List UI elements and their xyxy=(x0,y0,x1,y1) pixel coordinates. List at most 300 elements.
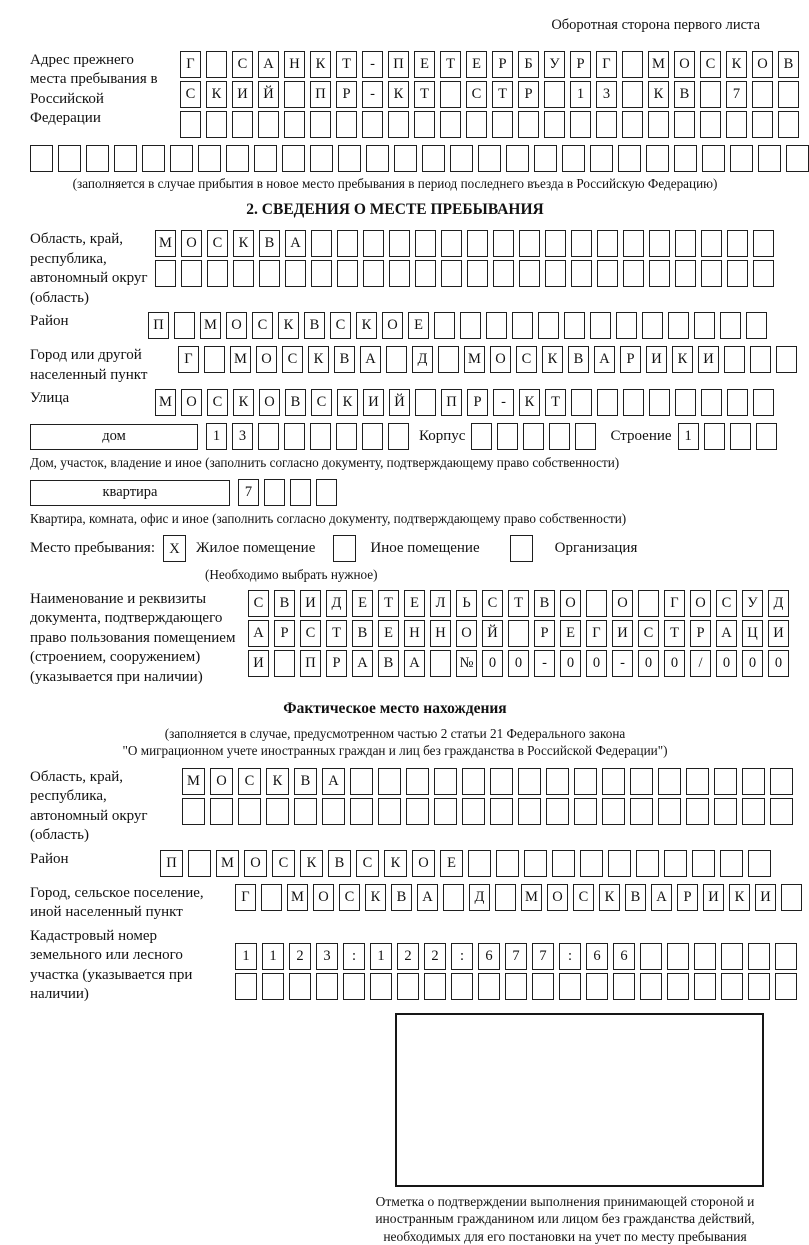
char-cell: А xyxy=(716,620,737,647)
char-cell xyxy=(259,260,280,287)
char-cell: : xyxy=(451,943,473,970)
char-cell: С xyxy=(207,230,228,257)
char-cell: Е xyxy=(352,590,373,617)
char-cell xyxy=(564,312,585,339)
char-cell: Д xyxy=(412,346,433,373)
char-cell: Т xyxy=(326,620,347,647)
char-cell xyxy=(742,798,765,825)
char-cell xyxy=(559,973,581,1000)
char-cell: 1 xyxy=(570,81,591,108)
char-cell xyxy=(508,620,529,647)
char-cell: В xyxy=(304,312,325,339)
char-cell xyxy=(546,768,569,795)
char-cell xyxy=(658,768,681,795)
char-cell xyxy=(694,943,716,970)
char-cell xyxy=(586,590,607,617)
char-cell: К xyxy=(308,346,329,373)
char-cell: О xyxy=(244,850,267,877)
district-label: Район xyxy=(30,313,69,330)
char-cell xyxy=(350,798,373,825)
char-cell: 1 xyxy=(678,423,699,450)
char-cell xyxy=(210,798,233,825)
city-block xyxy=(30,346,760,385)
char-cell xyxy=(261,884,282,911)
char-cell xyxy=(534,145,557,172)
char-cell: О xyxy=(547,884,568,911)
char-cell xyxy=(337,260,358,287)
char-cell xyxy=(546,798,569,825)
char-cell: Е xyxy=(560,620,581,647)
char-cell: С xyxy=(311,389,332,416)
char-cell xyxy=(466,111,487,138)
apartment-box: квартира xyxy=(30,480,230,506)
char-cell xyxy=(284,111,305,138)
char-cell: А xyxy=(651,884,672,911)
char-cell: М xyxy=(230,346,251,373)
char-cell xyxy=(155,260,176,287)
char-cell xyxy=(378,798,401,825)
char-cell: Н xyxy=(430,620,451,647)
char-cell xyxy=(440,81,461,108)
char-cell: В xyxy=(328,850,351,877)
document-label: Наименование и реквизиты документа, подтверждающего право пользования помещением (строением, сооружением) (указывается при наличии) xyxy=(30,590,236,685)
char-cell xyxy=(538,312,559,339)
char-cell xyxy=(770,768,793,795)
char-cell: В xyxy=(674,81,695,108)
char-cell: Ь xyxy=(456,590,477,617)
char-cell: Д xyxy=(768,590,789,617)
char-cell xyxy=(726,111,747,138)
char-cell: С xyxy=(638,620,659,647)
char-cell xyxy=(174,312,195,339)
char-cell: С xyxy=(207,389,228,416)
char-cell: В xyxy=(568,346,589,373)
document-row-1 xyxy=(248,590,789,617)
char-cell: И xyxy=(232,81,253,108)
char-cell: 2 xyxy=(424,943,446,970)
stay-type-note: (Необходимо выбрать нужное) xyxy=(205,567,378,583)
char-cell: - xyxy=(362,51,383,78)
char-cell: О xyxy=(382,312,403,339)
char-cell: В xyxy=(294,768,317,795)
char-cell xyxy=(667,943,689,970)
char-cell xyxy=(386,346,407,373)
char-cell xyxy=(545,230,566,257)
char-cell xyxy=(702,145,725,172)
char-cell: / xyxy=(690,650,711,677)
char-cell: К xyxy=(310,51,331,78)
char-cell: К xyxy=(365,884,386,911)
char-cell xyxy=(496,850,519,877)
char-cell: К xyxy=(648,81,669,108)
char-cell: 0 xyxy=(638,650,659,677)
char-cell: В xyxy=(352,620,373,647)
char-cell xyxy=(545,260,566,287)
char-cell xyxy=(748,943,770,970)
actual-city-block xyxy=(30,884,771,923)
char-cell xyxy=(692,850,715,877)
char-cell: О xyxy=(752,51,773,78)
char-cell: Т xyxy=(545,389,566,416)
char-cell xyxy=(415,389,436,416)
char-cell: С xyxy=(573,884,594,911)
char-cell: 2 xyxy=(289,943,311,970)
char-cell xyxy=(290,479,311,506)
char-cell xyxy=(310,145,333,172)
char-cell xyxy=(623,230,644,257)
char-cell xyxy=(748,850,771,877)
stamp-note: Отметка о подтверждении выполнения принимающей стороной и иностранным гражданином или лицом без гражданства действий, необходимых для его постановки на учет по месту пребывания xyxy=(375,1193,755,1244)
char-cell xyxy=(753,260,774,287)
char-cell xyxy=(574,798,597,825)
char-cell: 7 xyxy=(532,943,554,970)
char-cell: С xyxy=(180,81,201,108)
char-cell: : xyxy=(343,943,365,970)
char-cell xyxy=(264,479,285,506)
char-cell: О xyxy=(313,884,334,911)
char-cell xyxy=(451,973,473,1000)
char-cell xyxy=(414,111,435,138)
house-cells xyxy=(206,423,409,450)
char-cell xyxy=(114,145,137,172)
char-cell xyxy=(86,145,109,172)
house-row xyxy=(30,423,760,450)
char-cell xyxy=(590,145,613,172)
char-cell xyxy=(434,768,457,795)
char-cell: С xyxy=(700,51,721,78)
char-cell: О xyxy=(612,590,633,617)
char-cell xyxy=(636,850,659,877)
char-cell: С xyxy=(238,768,261,795)
char-cell xyxy=(206,51,227,78)
char-cell xyxy=(544,81,565,108)
char-cell xyxy=(586,973,608,1000)
char-cell xyxy=(742,768,765,795)
house-note: Дом, участок, владение и иное (заполнить согласно документу, подтверждающему право собственности) xyxy=(30,455,620,471)
char-cell: 3 xyxy=(316,943,338,970)
char-cell: 0 xyxy=(742,650,763,677)
char-cell xyxy=(389,260,410,287)
actual-region-row-2 xyxy=(182,798,793,825)
char-cell xyxy=(204,346,225,373)
char-cell xyxy=(233,260,254,287)
char-cell: П xyxy=(148,312,169,339)
char-cell xyxy=(646,145,669,172)
char-cell xyxy=(363,230,384,257)
char-cell xyxy=(284,81,305,108)
checkbox-other-premises xyxy=(333,535,356,562)
char-cell xyxy=(350,768,373,795)
char-cell: У xyxy=(742,590,763,617)
char-cell: Й xyxy=(389,389,410,416)
char-cell: В xyxy=(334,346,355,373)
region-row-2 xyxy=(155,260,774,287)
char-cell: Е xyxy=(466,51,487,78)
char-cell xyxy=(597,260,618,287)
char-cell xyxy=(478,145,501,172)
char-cell: Т xyxy=(378,590,399,617)
char-cell xyxy=(753,230,774,257)
char-cell: В xyxy=(285,389,306,416)
char-cell: - xyxy=(534,650,555,677)
char-cell: Г xyxy=(178,346,199,373)
char-cell: Т xyxy=(440,51,461,78)
char-cell xyxy=(775,973,797,1000)
char-cell xyxy=(523,423,544,450)
char-cell xyxy=(616,312,637,339)
char-cell: Г xyxy=(596,51,617,78)
char-cell xyxy=(519,230,540,257)
char-cell xyxy=(310,111,331,138)
char-cell xyxy=(758,145,781,172)
char-cell: О xyxy=(560,590,581,617)
char-cell xyxy=(362,111,383,138)
char-cell xyxy=(490,798,513,825)
checkbox-organization xyxy=(510,535,533,562)
char-cell: Г xyxy=(180,51,201,78)
option-other-premises-label: Иное помещение xyxy=(370,540,480,557)
char-cell xyxy=(441,230,462,257)
char-cell xyxy=(701,260,722,287)
char-cell: И xyxy=(300,590,321,617)
char-cell xyxy=(694,973,716,1000)
char-cell: К xyxy=(356,312,377,339)
char-cell xyxy=(497,423,518,450)
char-cell xyxy=(570,111,591,138)
char-cell: О xyxy=(456,620,477,647)
char-cell xyxy=(142,145,165,172)
char-cell: С xyxy=(330,312,351,339)
char-cell xyxy=(630,798,653,825)
char-cell xyxy=(285,260,306,287)
char-cell: В xyxy=(259,230,280,257)
char-cell xyxy=(675,260,696,287)
char-cell xyxy=(720,850,743,877)
char-cell: И xyxy=(698,346,719,373)
char-cell: - xyxy=(362,81,383,108)
char-cell xyxy=(674,145,697,172)
char-cell xyxy=(322,798,345,825)
char-cell xyxy=(450,145,473,172)
document-row-2 xyxy=(248,620,789,647)
char-cell: Т xyxy=(492,81,513,108)
char-cell xyxy=(460,312,481,339)
char-cell xyxy=(756,423,777,450)
char-cell xyxy=(721,973,743,1000)
char-cell: К xyxy=(388,81,409,108)
char-cell xyxy=(434,798,457,825)
char-cell: В xyxy=(625,884,646,911)
char-cell: С xyxy=(248,590,269,617)
char-cell xyxy=(675,230,696,257)
char-cell: К xyxy=(542,346,563,373)
char-cell: В xyxy=(391,884,412,911)
char-cell xyxy=(552,850,575,877)
char-cell xyxy=(238,798,261,825)
char-cell xyxy=(640,943,662,970)
char-cell: К xyxy=(206,81,227,108)
char-cell: И xyxy=(612,620,633,647)
char-cell xyxy=(430,650,451,677)
char-cell xyxy=(746,312,767,339)
cadastral-row-1 xyxy=(235,943,797,970)
char-cell xyxy=(724,346,745,373)
char-cell: А xyxy=(322,768,345,795)
char-cell xyxy=(597,389,618,416)
char-cell: М xyxy=(216,850,239,877)
char-cell xyxy=(686,768,709,795)
char-cell xyxy=(776,346,797,373)
city-label: Город или другой населенный пункт xyxy=(30,347,148,383)
char-cell: Р xyxy=(467,389,488,416)
actual-region-label: Область, край, республика, автономный округ (область) xyxy=(30,768,148,844)
apartment-row xyxy=(30,479,760,506)
char-cell: 7 xyxy=(505,943,527,970)
char-cell xyxy=(649,389,670,416)
stay-type-row xyxy=(30,535,760,562)
char-cell xyxy=(370,973,392,1000)
prev-address-row-4 xyxy=(30,145,760,172)
actual-city-row xyxy=(235,884,802,911)
option-residential-label: Жилое помещение xyxy=(196,540,316,557)
district-block xyxy=(30,312,760,342)
char-cell: М xyxy=(521,884,542,911)
char-cell: Е xyxy=(408,312,429,339)
char-cell: К xyxy=(672,346,693,373)
char-cell xyxy=(394,145,417,172)
street-label: Улица xyxy=(30,390,70,407)
char-cell: А xyxy=(352,650,373,677)
char-cell: 6 xyxy=(613,943,635,970)
char-cell: В xyxy=(778,51,799,78)
char-cell xyxy=(512,312,533,339)
char-cell: Ц xyxy=(742,620,763,647)
char-cell: Т xyxy=(664,620,685,647)
char-cell xyxy=(415,260,436,287)
char-cell: М xyxy=(464,346,485,373)
char-cell xyxy=(415,230,436,257)
char-cell xyxy=(492,111,513,138)
char-cell: П xyxy=(441,389,462,416)
char-cell: П xyxy=(300,650,321,677)
stroenie-cells xyxy=(678,423,777,450)
char-cell xyxy=(226,145,249,172)
char-cell: 0 xyxy=(508,650,529,677)
char-cell xyxy=(642,312,663,339)
char-cell: Й xyxy=(482,620,503,647)
char-cell: Т xyxy=(414,81,435,108)
char-cell: Т xyxy=(336,51,357,78)
char-cell xyxy=(478,973,500,1000)
char-cell xyxy=(378,768,401,795)
char-cell: С xyxy=(356,850,379,877)
char-cell xyxy=(714,798,737,825)
char-cell xyxy=(462,768,485,795)
char-cell xyxy=(575,423,596,450)
char-cell xyxy=(282,145,305,172)
char-cell: С xyxy=(272,850,295,877)
actual-region-block xyxy=(30,768,760,846)
char-cell xyxy=(622,111,643,138)
char-cell xyxy=(544,111,565,138)
cadastral-block xyxy=(30,927,760,1005)
char-cell: Т xyxy=(508,590,529,617)
char-cell xyxy=(388,111,409,138)
char-cell xyxy=(562,145,585,172)
char-cell: С xyxy=(339,884,360,911)
char-cell: № xyxy=(456,650,477,677)
char-cell: К xyxy=(519,389,540,416)
char-cell: Р xyxy=(570,51,591,78)
char-cell xyxy=(571,230,592,257)
char-cell xyxy=(198,145,221,172)
char-cell: У xyxy=(544,51,565,78)
char-cell xyxy=(467,260,488,287)
char-cell: 6 xyxy=(586,943,608,970)
char-cell: П xyxy=(160,850,183,877)
char-cell xyxy=(495,884,516,911)
char-cell xyxy=(467,230,488,257)
char-cell xyxy=(720,312,741,339)
char-cell: Д xyxy=(469,884,490,911)
stroenie-label: Строение xyxy=(610,427,672,444)
char-cell xyxy=(235,973,257,1000)
char-cell: Е xyxy=(440,850,463,877)
char-cell xyxy=(266,798,289,825)
char-cell xyxy=(316,479,337,506)
char-cell xyxy=(258,111,279,138)
char-cell: С xyxy=(516,346,537,373)
char-cell: 3 xyxy=(596,81,617,108)
char-cell xyxy=(640,973,662,1000)
char-cell xyxy=(668,312,689,339)
char-cell xyxy=(441,260,462,287)
char-cell xyxy=(443,884,464,911)
char-cell: А xyxy=(417,884,438,911)
char-cell xyxy=(471,423,492,450)
char-cell: Г xyxy=(235,884,256,911)
char-cell xyxy=(258,423,279,450)
char-cell: 7 xyxy=(726,81,747,108)
house-box: дом xyxy=(30,424,198,450)
char-cell xyxy=(389,230,410,257)
char-cell xyxy=(590,312,611,339)
char-cell xyxy=(630,768,653,795)
char-cell: С xyxy=(716,590,737,617)
char-cell xyxy=(311,260,332,287)
char-cell xyxy=(294,798,317,825)
char-cell xyxy=(518,798,541,825)
char-cell: О xyxy=(412,850,435,877)
char-cell xyxy=(571,389,592,416)
char-cell xyxy=(406,768,429,795)
char-cell: Р xyxy=(677,884,698,911)
prev-address-label: Адрес прежнего места пребывания в Российской Федерации xyxy=(30,51,158,127)
char-cell xyxy=(781,884,802,911)
char-cell xyxy=(490,768,513,795)
actual-location-note-1: (заполняется в случае, предусмотренном частью 2 статьи 21 Федерального закона xyxy=(164,726,626,742)
char-cell xyxy=(532,973,554,1000)
prev-address-row-3 xyxy=(180,111,799,138)
char-cell: 1 xyxy=(235,943,257,970)
char-cell xyxy=(316,973,338,1000)
char-cell: 0 xyxy=(482,650,503,677)
char-cell: И xyxy=(248,650,269,677)
char-cell: О xyxy=(674,51,695,78)
char-cell xyxy=(440,111,461,138)
char-cell xyxy=(730,423,751,450)
char-cell xyxy=(311,230,332,257)
